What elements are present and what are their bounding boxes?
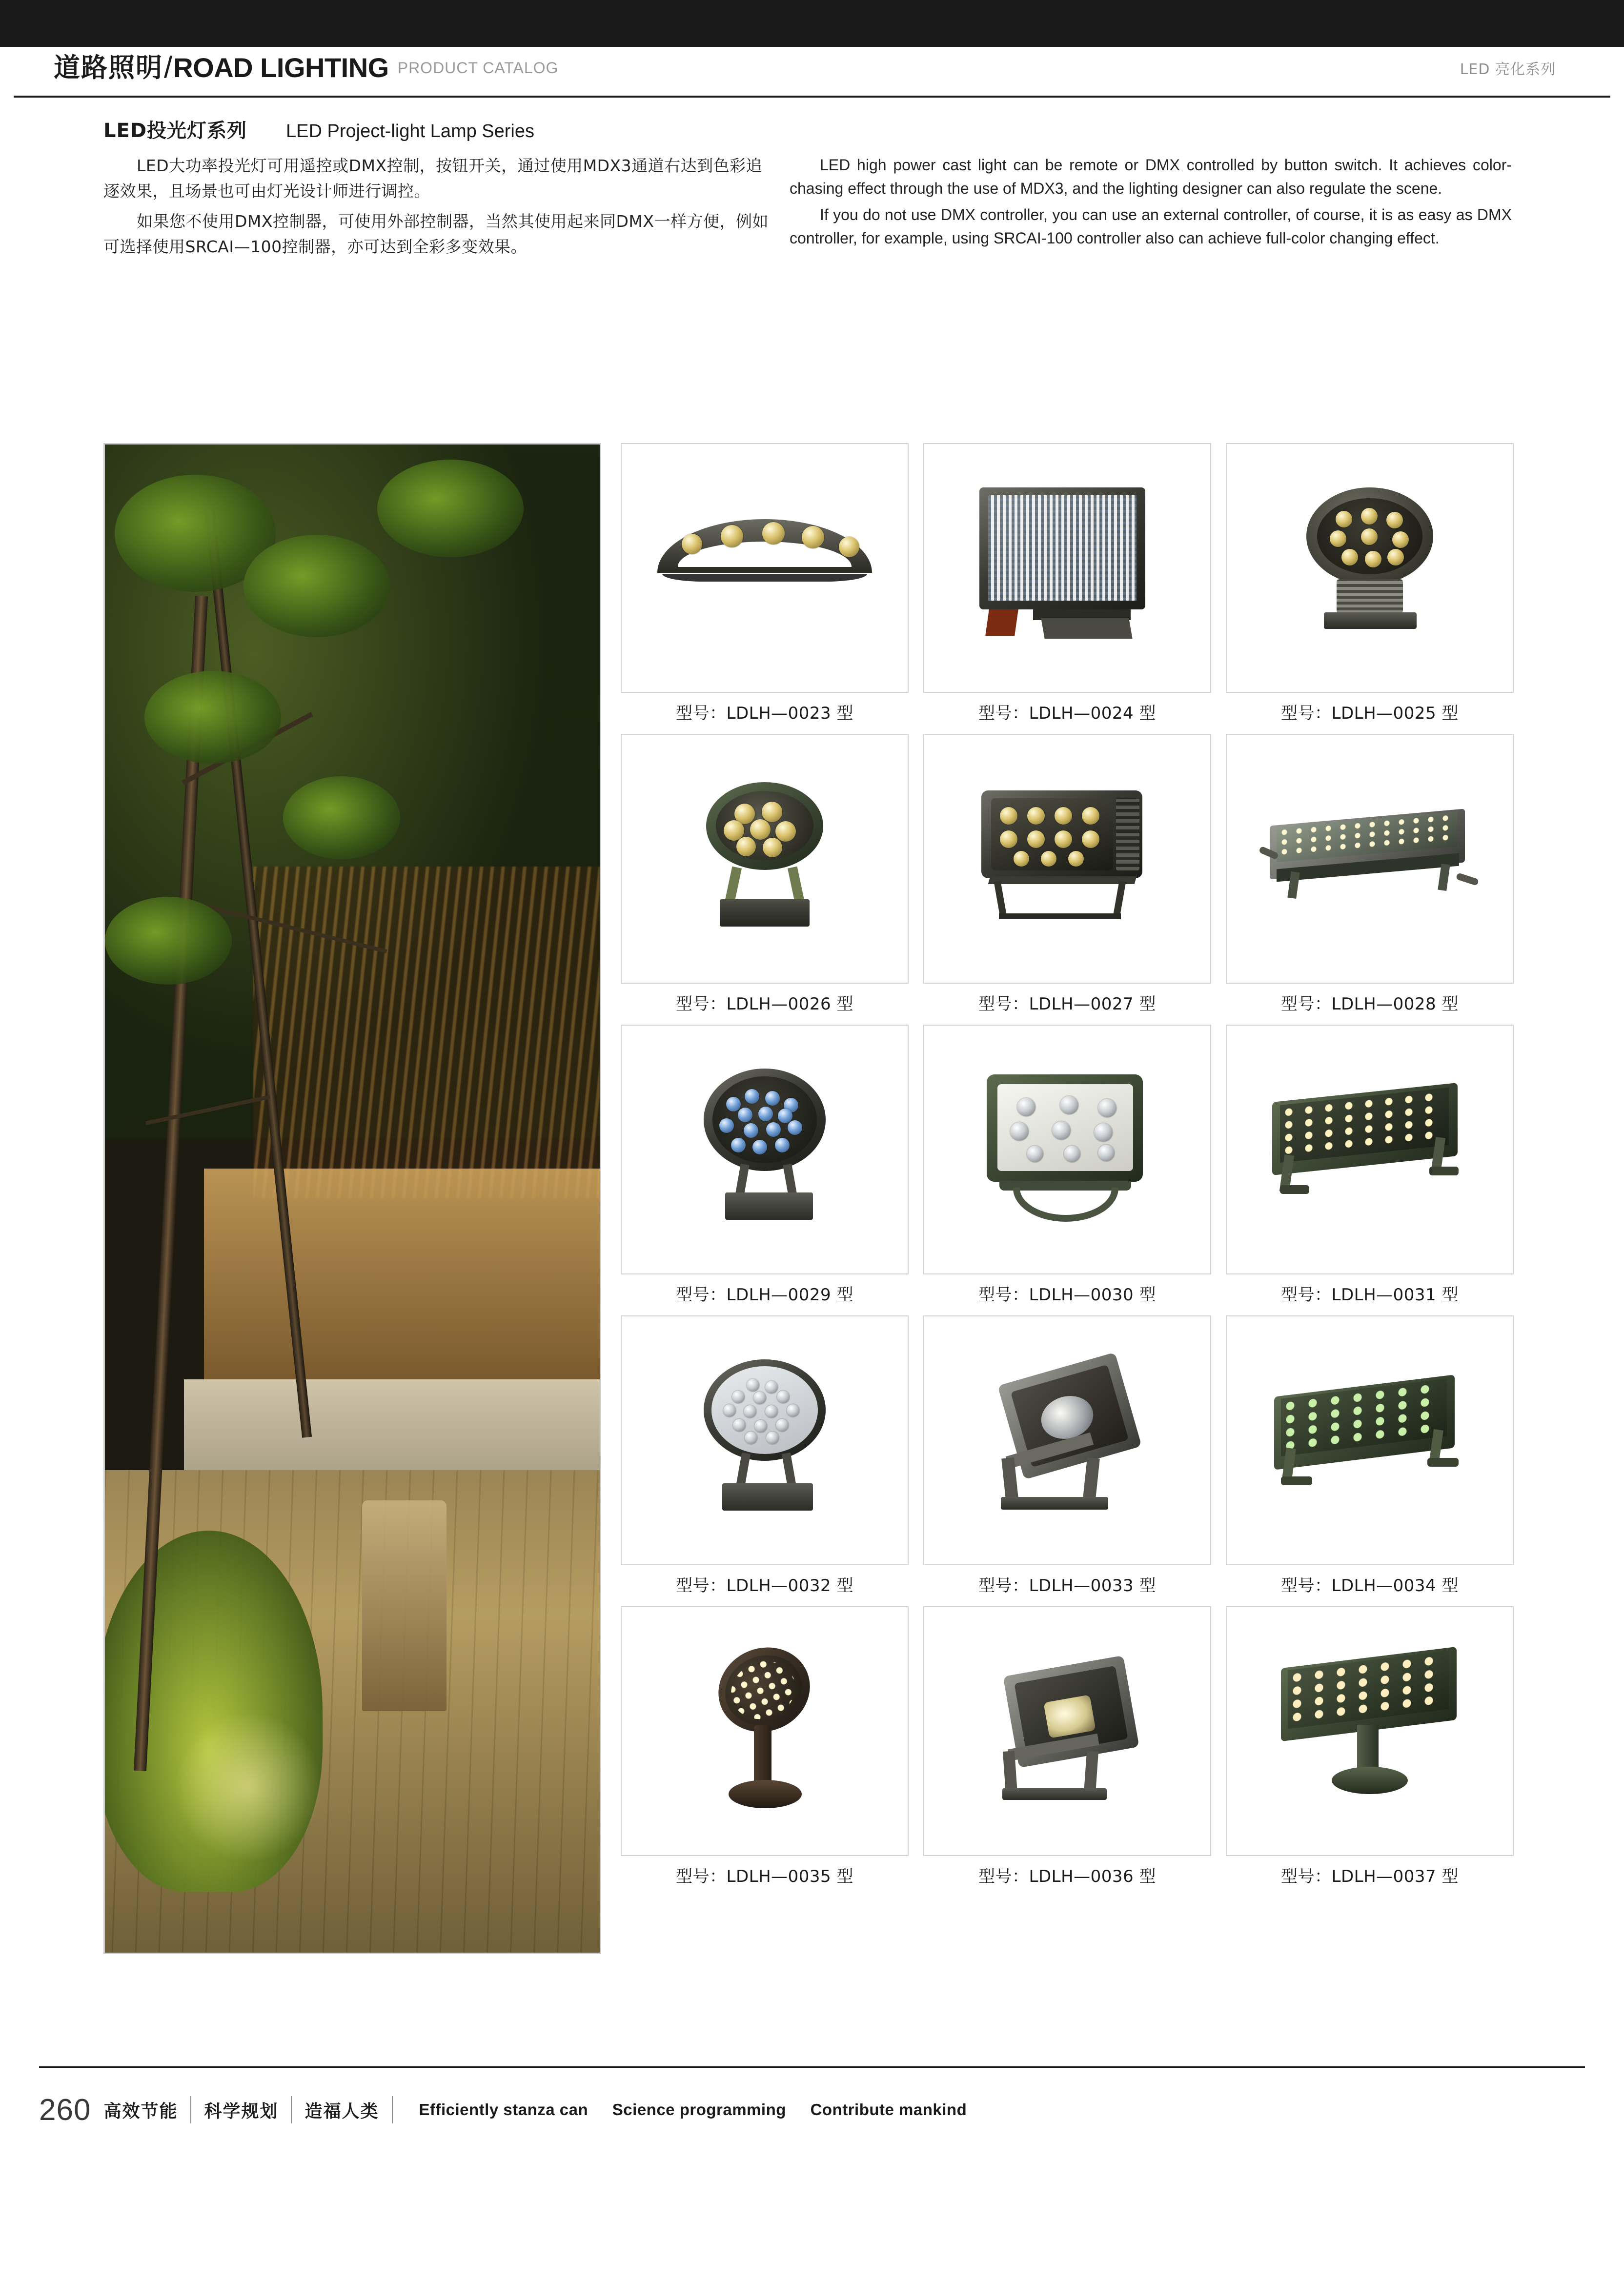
intro-en-paragraph-1: LED high power cast light can be remote or DMX controlled by button switch. It achieves color-chasing effect through the use of MDX3, and the lighting designer can also regulate the scene. (790, 156, 1512, 197)
lamp-illustration-spike-spot-round (691, 1643, 838, 1819)
product-label: 型号：LDLH—0037 型 (1281, 1867, 1459, 1886)
product-cell[interactable] (621, 1606, 909, 1890)
product-label: 型号：LDLH—0026 型 (676, 994, 853, 1014)
product-cell[interactable] (621, 1315, 909, 1599)
product-grid (621, 443, 1514, 1897)
product-cell[interactable] (621, 734, 909, 1018)
product-label: 型号：LDLH—0030 型 (978, 1285, 1156, 1305)
product-cell[interactable] (621, 443, 909, 727)
product-label: 型号：LDLH—0029 型 (676, 1285, 853, 1305)
intro-cn-paragraph-1: LED大功率投光灯可用遥控或DMX控制，按钮开关，通过使用MDX3通道右达到色彩追逐效果，且场景也可由灯光设计师进行调控。 (103, 156, 763, 201)
lamp-illustration-panel-36led-stand (1267, 1651, 1472, 1812)
lamp-illustration-square-9led (972, 1071, 1162, 1228)
product-image-frame (1226, 443, 1514, 693)
footer-slogan-en-3: Contribute mankind (810, 2100, 967, 2119)
footer-slogan-en-1: Efficiently stanza can (419, 2100, 589, 2119)
header-divider-rule (14, 96, 1610, 98)
product-image-frame (621, 1315, 909, 1565)
product-label: 型号：LDLH—0034 型 (1281, 1576, 1459, 1595)
header-title-cn: 道路照明 (54, 52, 163, 83)
footer-slogan-cn-3: 造福人类 (304, 2101, 379, 2121)
lamp-illustration-arc-bar (657, 519, 872, 617)
product-label: 型号：LDLH—0028 型 (1281, 994, 1459, 1014)
lamp-illustration-round-18led-blue (684, 1067, 845, 1232)
photo-layer-uplight-glow (174, 1711, 323, 1862)
product-image-frame (1226, 1025, 1514, 1274)
intro-heading (103, 115, 534, 143)
lamp-illustration-wall-washer-36led (1262, 1084, 1477, 1215)
footer-slogan-cn-2: 科学规划 (204, 2101, 279, 2121)
product-image-frame (923, 1606, 1211, 1856)
intro-column-chinese (103, 153, 772, 264)
footer-slogan-en (419, 2100, 987, 2119)
footer-divider-rule (39, 2066, 1585, 2068)
lamp-illustration-cob-floodlight (982, 1656, 1153, 1807)
product-cell[interactable] (621, 1025, 909, 1309)
product-image-frame (621, 1025, 909, 1274)
product-label: 型号：LDLH—0025 型 (1281, 704, 1459, 723)
photo-layer-foliage-2 (244, 535, 390, 637)
lamp-illustration-wall-washer-long (1255, 803, 1484, 915)
product-cell[interactable] (923, 1315, 1211, 1599)
photo-layer-foliage-6 (105, 897, 232, 985)
intro-heading-en: LED Project-light Lamp Series (286, 121, 535, 141)
product-cell[interactable] (923, 443, 1211, 727)
header-slash: / (164, 51, 173, 84)
product-image-frame (1226, 734, 1514, 984)
product-label: 型号：LDLH—0035 型 (676, 1867, 853, 1886)
intro-heading-cn: LED投光灯系列 (103, 120, 247, 142)
product-row (621, 1606, 1514, 1890)
product-image-frame (923, 1025, 1211, 1274)
product-image-frame (621, 734, 909, 984)
header-title-en: ROAD LIGHTING (173, 52, 389, 83)
lamp-illustration-rect-12led (970, 786, 1165, 932)
photo-layer-foliage-3 (144, 671, 281, 764)
lamp-illustration-round-9led (1297, 487, 1443, 648)
product-row (621, 1025, 1514, 1309)
header-title-row (0, 47, 1624, 89)
product-image-frame (1226, 1606, 1514, 1856)
product-label: 型号：LDLH—0033 型 (978, 1576, 1156, 1595)
footer-separator-3 (392, 2096, 393, 2123)
lamp-illustration-large-panel (974, 487, 1160, 648)
product-cell[interactable] (1226, 443, 1514, 727)
product-image-frame (923, 443, 1211, 693)
product-label: 型号：LDLH—0027 型 (978, 994, 1156, 1014)
product-row (621, 443, 1514, 727)
product-label: 型号：LDLH—0024 型 (978, 704, 1156, 723)
product-cell[interactable] (1226, 1025, 1514, 1309)
lamp-illustration-round-spot-white (684, 1357, 845, 1523)
lamp-illustration-wall-washer-30led-green (1262, 1377, 1477, 1504)
photo-layer-foliage-4 (283, 776, 400, 859)
product-cell[interactable] (923, 1606, 1211, 1890)
product-label: 型号：LDLH—0023 型 (676, 704, 853, 723)
intro-cn-paragraph-2: 如果您不使用DMX控制器，可使用外部控制器，当然其使用起来同DMX一样方便，例如可选择使用SRCAI—100控制器，亦可达到全彩多变效果。 (103, 212, 769, 256)
product-image-frame (923, 1315, 1211, 1565)
intro-en-paragraph-2: If you do not use DMX controller, you can use an external controller, of course, it is as easy as DMX controller, for example, using SRCAI-100 controller also can achieve full-color changing effect. (790, 206, 1512, 247)
photo-layer-foliage-5 (377, 460, 524, 557)
product-cell[interactable] (923, 1025, 1211, 1309)
photo-layer-ceiling (253, 867, 600, 1198)
product-image-frame (621, 1606, 909, 1856)
footer-slogan-en-2: Science programming (612, 2100, 786, 2119)
night-scene-photo (103, 443, 601, 1954)
product-cell[interactable] (1226, 1315, 1514, 1599)
product-label: 型号：LDLH—0032 型 (676, 1576, 853, 1595)
product-label: 型号：LDLH—0036 型 (978, 1867, 1156, 1886)
product-label: 型号：LDLH—0031 型 (1281, 1285, 1459, 1305)
product-row (621, 734, 1514, 1018)
product-image-frame (621, 443, 909, 693)
footer-row (39, 2088, 986, 2132)
header-black-bar (0, 0, 1624, 47)
product-row (621, 1315, 1514, 1599)
header-series-label: LED 亮化系列 (1460, 61, 1556, 78)
page-header (0, 0, 1624, 105)
photo-layer-chair (362, 1500, 446, 1712)
page-number: 260 (39, 2093, 91, 2127)
product-cell[interactable] (1226, 1606, 1514, 1890)
intro-column-english (790, 153, 1512, 253)
product-image-frame (1226, 1315, 1514, 1565)
footer-slogan-cn-1: 高效节能 (103, 2101, 178, 2121)
product-image-frame (923, 734, 1211, 984)
product-cell[interactable] (923, 734, 1211, 1018)
product-cell[interactable] (1226, 734, 1514, 1018)
header-subtitle-en: PRODUCT CATALOG (397, 59, 559, 77)
lamp-illustration-round-7led-amber (682, 778, 848, 939)
lamp-illustration-cob-floodlight-angled (979, 1362, 1155, 1518)
photo-inner (105, 444, 600, 1953)
